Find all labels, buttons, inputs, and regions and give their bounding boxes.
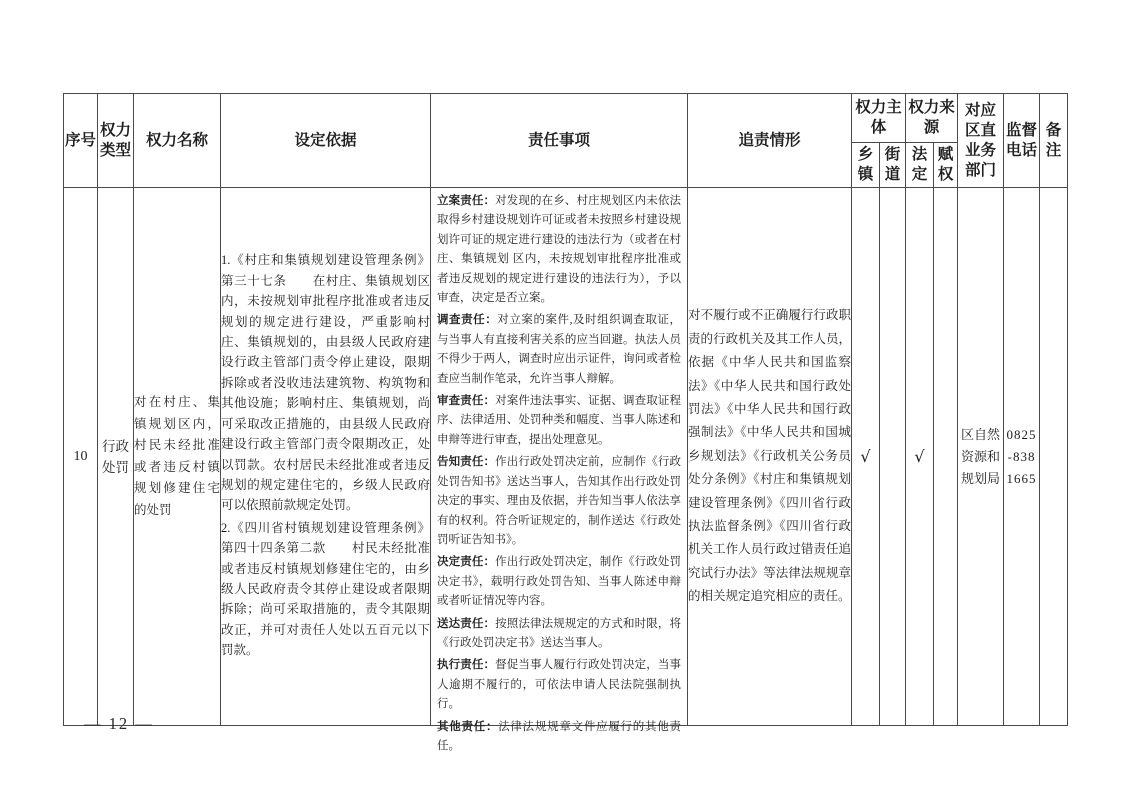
page-number: — 12 —: [84, 714, 154, 733]
responsibility-item: 送达责任：按照法律法规规定的方式和时限，将《行政处罚决定书》送达当事人。: [437, 617, 681, 649]
col-header-power-source: 权力来源: [906, 94, 958, 143]
cell-statutory-check: √: [906, 188, 934, 726]
responsibility-label: 送达责任：: [437, 617, 496, 630]
col-header-delegated: 赋权: [934, 143, 958, 188]
cell-responsibilities: [431, 188, 688, 752]
col-header-power-subject: 权力主体: [852, 94, 906, 143]
col-header-accountability: 追责情形: [688, 94, 852, 188]
responsibilities-text: [431, 188, 687, 752]
table-row: [64, 188, 1068, 726]
responsibility-item: 告知责任：作出行政处罚决定前，应制作《行政处罚告知书》送达当事人，告知其作出行政处罚决定的事实、理由及依据，并告知当事人依法享有的权利。符合听证规定的，制作送达《行政处罚听证告知书》。: [437, 456, 681, 546]
responsibility-label: 告知责任：: [437, 456, 496, 469]
col-header-power-name: 权力名称: [134, 94, 221, 188]
responsibility-label: 立案责任：: [437, 195, 496, 207]
responsibility-label: 调查责任：: [437, 314, 498, 327]
responsibility-item: 调查责任：对立案的案件,及时组织调查取证，与当事人有直接利害关系的应当回避。执法人员不得少于两人，调查时应出示证件，询问或者检查应当制作笔录，允许当事人辩解。: [437, 314, 681, 385]
cell-accountability: 对不履行或不正确履行行政职责的行政机关及其工作人员，依据《中华人民共和国监察法》《中华人民共和国行政处罚法》《中华人民共和国行政强制法》《中华人民共和国城乡规划法》《行政机关公务员处分条例》《村庄和集镇规划建设管理条例》《四川省行政执法监督条例》《四川省行政机关工作人员行政过错责任追究试行办法》等法律法规规章的相关规定追究相应的责任。: [688, 188, 852, 726]
col-header-responsibilities: 责任事项: [431, 94, 688, 188]
responsibility-label: 执行责任：: [437, 659, 496, 672]
responsibility-label: 其他责任：: [437, 720, 499, 733]
cell-power-name: 对在村庄、集镇规划区内，村民未经批准或者违反村镇规划修建住宅的处罚: [134, 188, 221, 726]
responsibility-item: 执行责任：督促当事人履行行政处罚决定，当事人逾期不履行的，可依法申请人民法院强制执行。: [437, 659, 681, 711]
legal-basis-text: [221, 250, 430, 660]
power-list-table: [63, 93, 1068, 752]
col-header-remark: 备注: [1040, 94, 1068, 188]
responsibility-label: 决定责任：: [437, 556, 496, 569]
cell-street-check: [880, 188, 906, 726]
col-header-street: 街道: [880, 143, 906, 188]
table-header: [64, 94, 1068, 188]
cell-delegated-check: [934, 188, 958, 726]
responsibility-label: 审查责任：: [437, 395, 496, 408]
responsibility-item: 审查责任：对案件违法事实、证据、调查取证程序、法律适用、处罚种类和幅度、当事人陈述和申辩等进行审查，提出处理意见。: [437, 395, 681, 446]
col-header-serial: 序号: [64, 94, 98, 188]
col-header-department: 对应区直业务部门: [958, 94, 1004, 188]
cell-remark: [1040, 188, 1068, 726]
responsibility-item: 其他责任：法律法规规章文件应履行的其他责任。: [437, 720, 682, 752]
responsibility-item: 立案责任：对发现的在乡、村庄规划区内未依法取得乡村建设规划许可证或者未按照乡村建设规划许可证的规定进行建设的违法行为（或者在村庄、集镇规划 区内，未按规划审批程序批准或者违反规划的规定进行建设的违法行为），予以审查，决定是否立案。: [437, 195, 681, 305]
cell-serial-number: 10: [64, 188, 98, 726]
col-header-legal-basis: 设定依据: [221, 94, 431, 188]
col-header-township: 乡镇: [852, 143, 880, 188]
cell-supervision-phone: 0825-8381665: [1004, 188, 1040, 726]
col-header-statutory: 法定: [906, 143, 934, 188]
responsibility-item: 决定责任：作出行政处罚决定，制作《行政处罚决定书》，载明行政处罚告知、当事人陈述申辩或者听证情况等内容。: [437, 556, 681, 608]
cell-power-type: 行政处罚: [98, 188, 134, 726]
legal-basis-paragraph: 1.《村庄和集镇规划建设管理条例》第三十七条 在村庄、集镇规划区内，未按规划审批程序批准或者违反规划的规定进行建设，严重影响村庄、集镇规划的，由县级人民政府建设行政主管部门责令停止建设，限期拆除或者没收违法建筑物、构筑物和其他设施；影响村庄、集镇规划，尚可采取改正措施的，由县级人民政府建设行政主管部门责令限期改正，处以罚款。农村居民未经批准或者违反规划的规定建住宅的，乡级人民政府可以依照前款规定处罚。: [221, 253, 430, 513]
cell-department: 区自然资源和规划局: [958, 188, 1004, 726]
col-header-power-type: 权力类型: [98, 94, 134, 188]
cell-township-check: √: [852, 188, 880, 726]
cell-legal-basis: [221, 188, 431, 726]
col-header-phone: 监督电话: [1004, 94, 1040, 188]
legal-basis-paragraph: 2.《四川省村镇规划建设管理条例》第四十四条第二款 村民未经批准或者违反村镇规划修建住宅的，由乡级人民政府责令其停止建设或者限期拆除；尚可采取措施的，责令其限期改正，并可对责任人处以五百元以下罚款。: [221, 520, 430, 658]
